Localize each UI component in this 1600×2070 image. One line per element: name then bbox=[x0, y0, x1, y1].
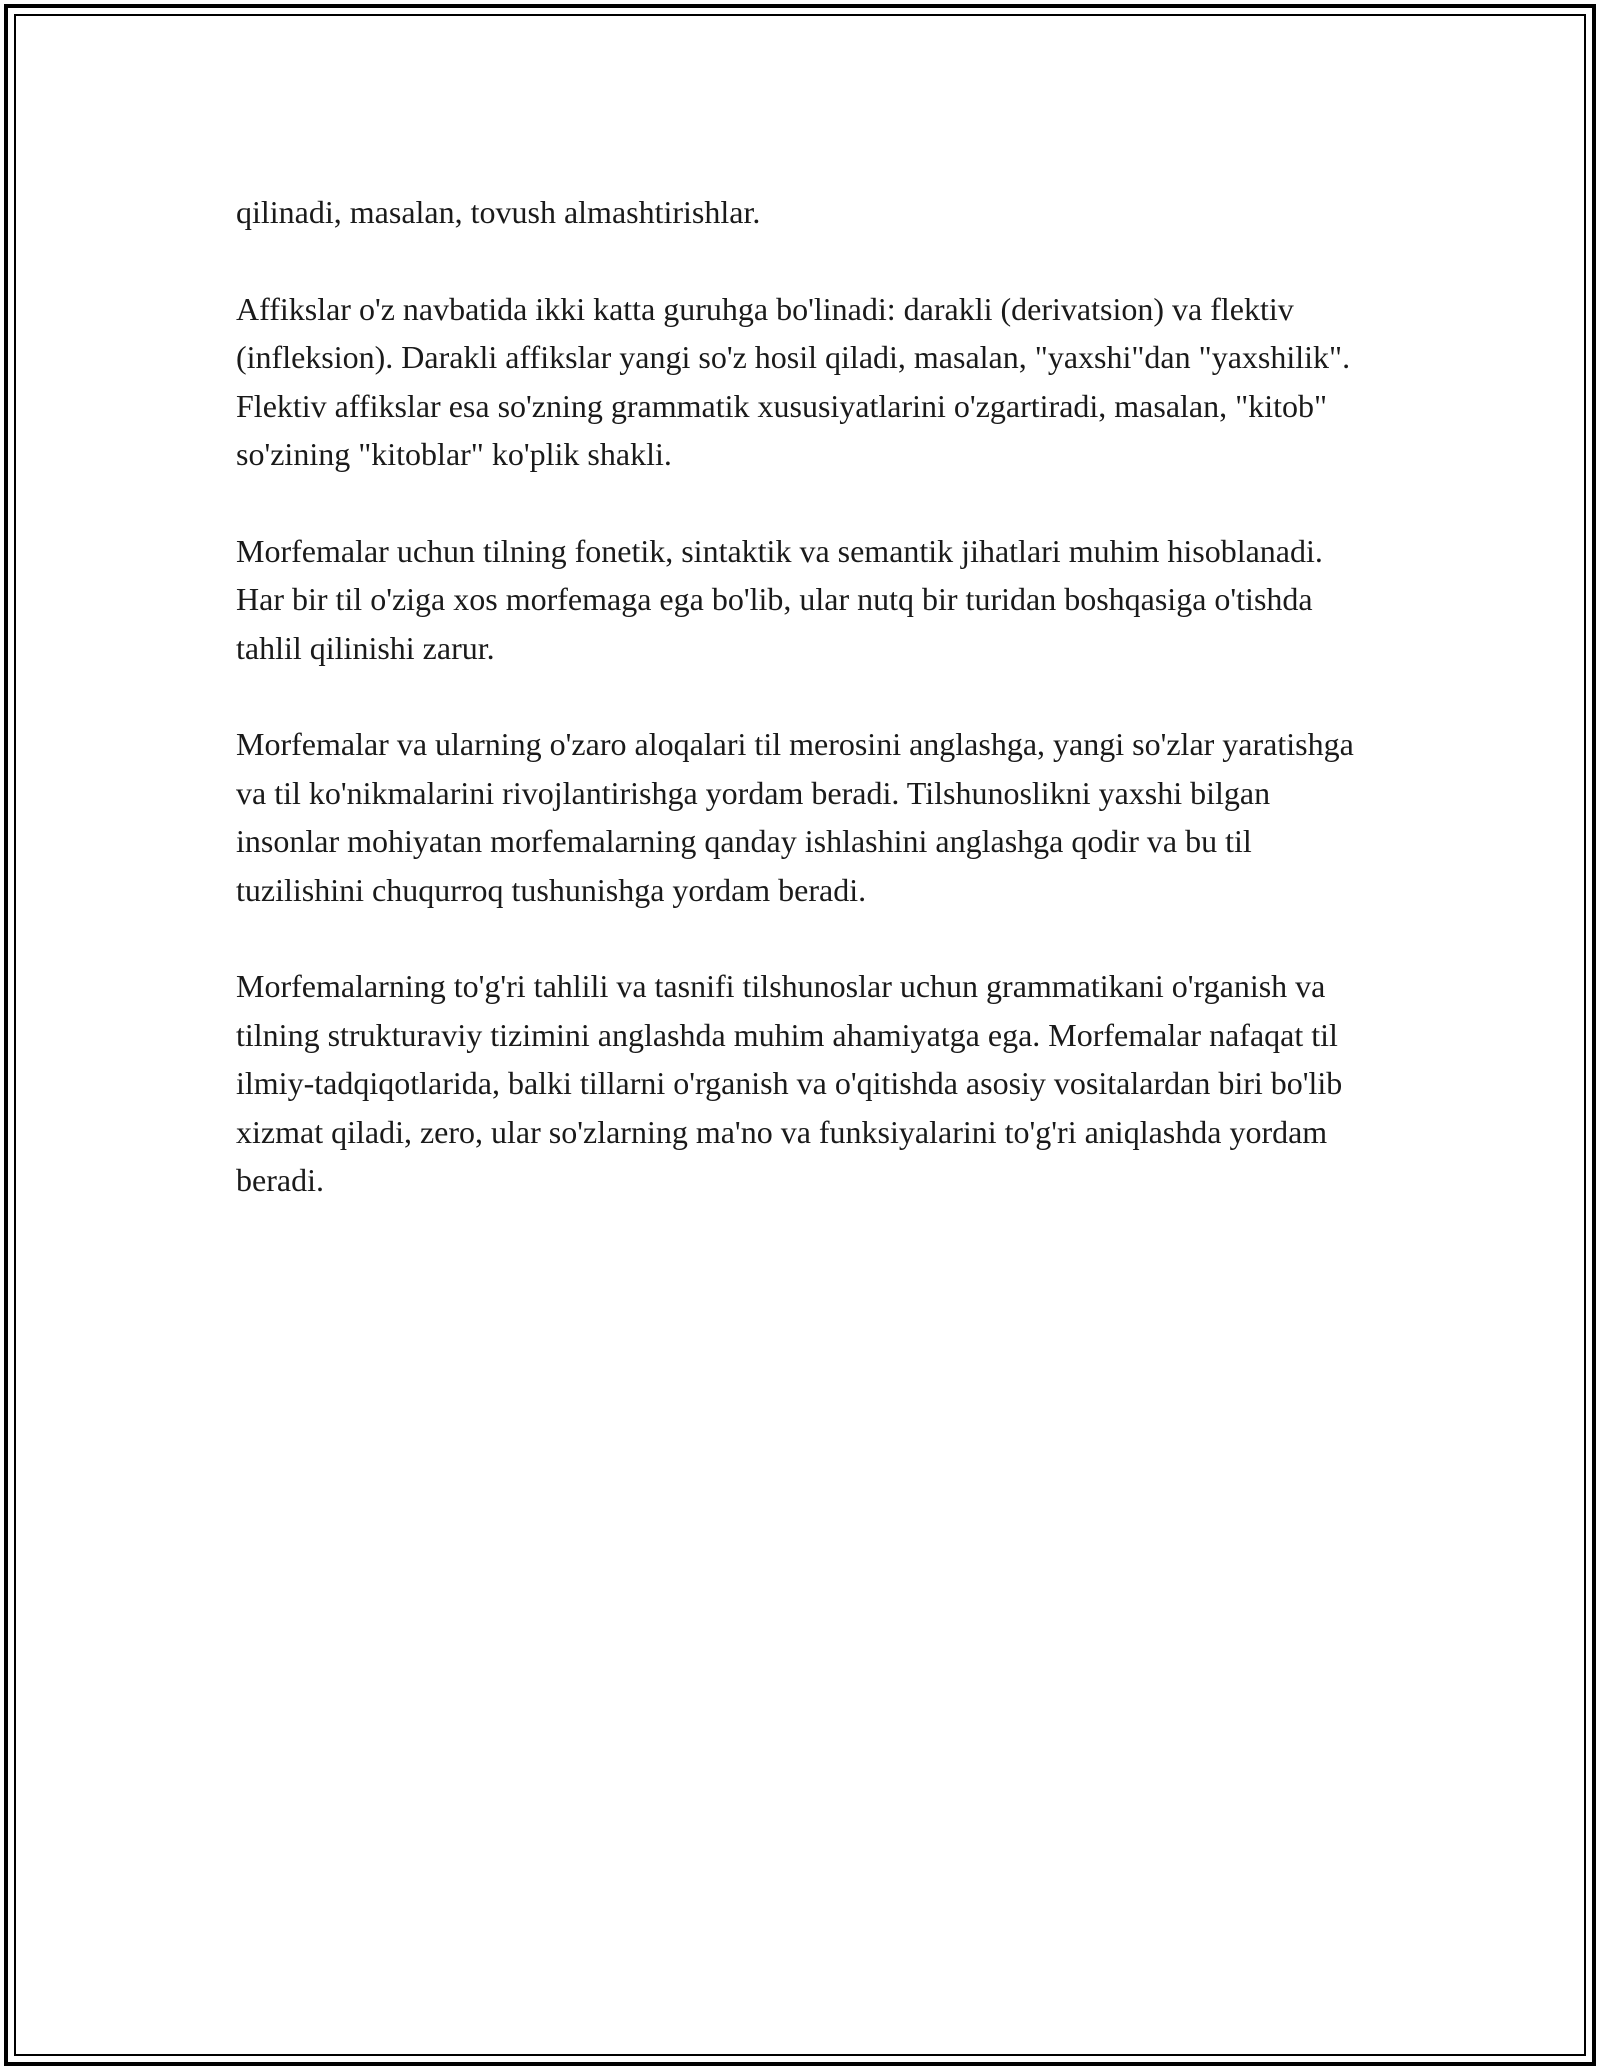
paragraph-1: qilinadi, masalan, tovush almashtirishlar. bbox=[236, 194, 761, 230]
paragraph-2: Affikslar o'z navbatida ikki katta guruhga bo'linadi: darakli (derivatsion) va flektiv (infleksion). Darakli affikslar yangi so'z hosil qiladi, masalan, "yaxshi"dan "yaxshilik". Flektiv affikslar esa so'zning grammatik xususiyatlarini o'zgartiradi, masalan, "kitob" so'zining "kitoblar" ko'plik shakli. bbox=[236, 290, 1351, 472]
paragraph-4: Morfemalar va ularning o'zaro aloqalari til merosini anglashga, yangi so'zlar yaratishga va til ko'nikmalarini rivojlantirishga yordam beradi. Tilshunoslikni yaxshi bilgan insonlar mohiyatan morfemalarning qanday ishlashini anglashga qodir va bu til tuzilishini chuqurroq tushunishga yordam beradi. bbox=[236, 726, 1354, 908]
document-body bbox=[236, 188, 1366, 1205]
paragraph-3: Morfemalar uchun tilning fonetik, sintaktik va semantik jihatlari muhim hisoblanadi. Har bir til o'ziga xos morfemaga ega bo'lib, ular nutq bir turidan boshqasiga o'tishda tahlil qilinishi zarur. bbox=[236, 532, 1323, 666]
paragraph-5: Morfemalarning to'g'ri tahlili va tasnifi tilshunoslar uchun grammatikani o'rganish va tilning strukturaviy tizimini anglashda muhim ahamiyatga ega. Morfemalar nafaqat til ilmiy-tadqiqotlarida, balki tillarni o'rganish va o'qitishda asosiy vositalardan biri bo'lib xizmat qiladi, zero, ular so'zlarning ma'no va funksiyalarini to'g'ri aniqlashda yordam beradi. bbox=[236, 968, 1343, 1198]
